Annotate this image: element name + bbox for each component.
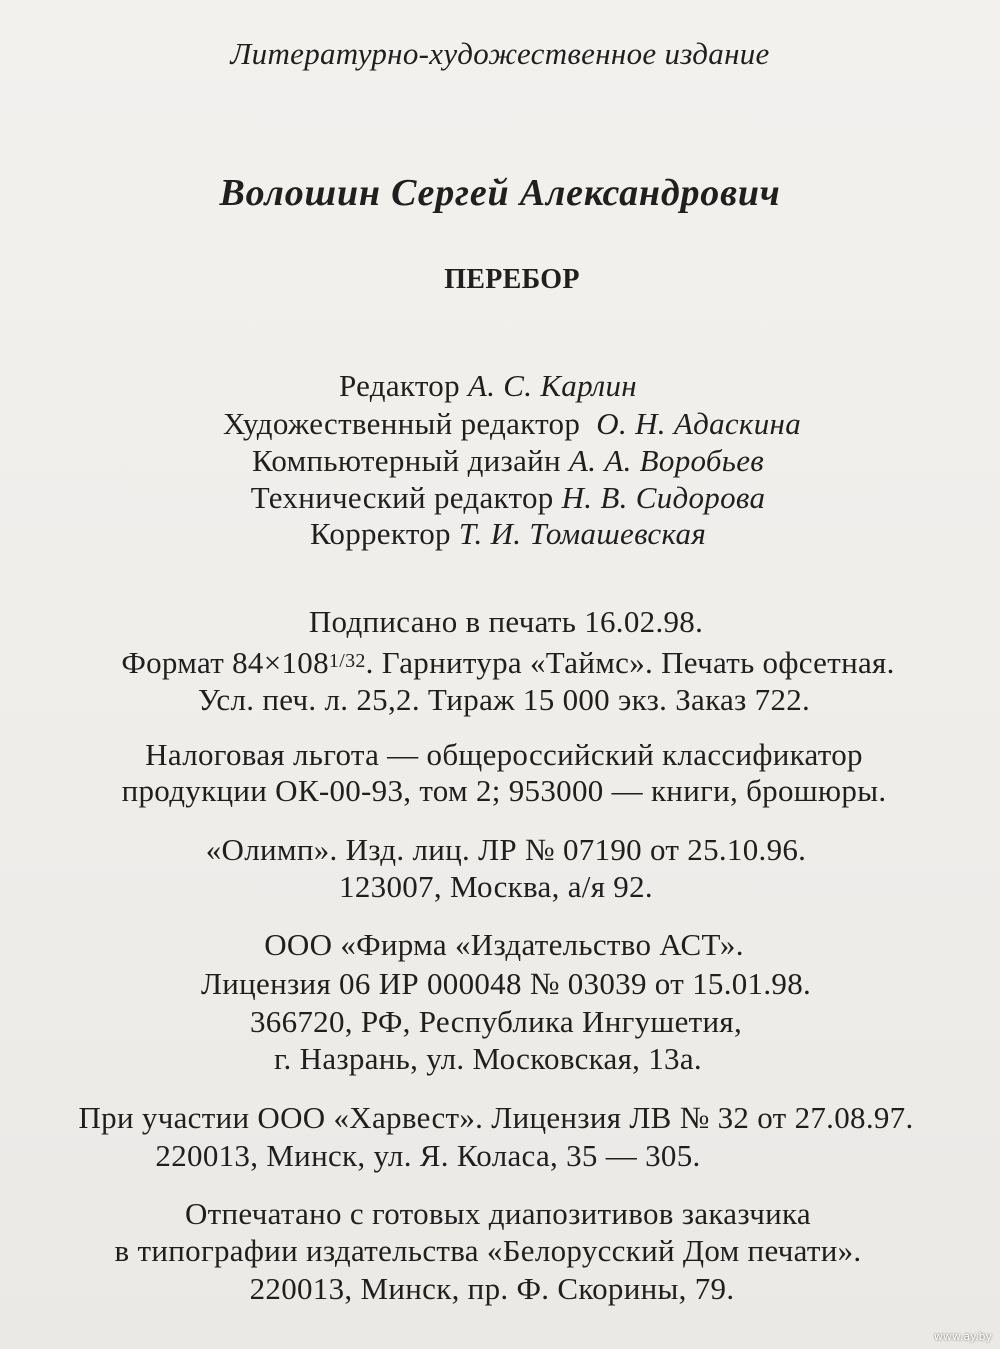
harvest-line-1: При участии ООО «Харвест». Лицензия ЛВ № 32 от 27.08.97. — [78, 1100, 914, 1135]
credit-name: Т. И. Томашевская — [458, 516, 707, 551]
format-suffix: . Гарнитура «Таймс». Печать офсетная. — [365, 645, 895, 680]
credit-role: Художественный редактор — [222, 406, 581, 441]
ast-line-2: Лицензия 06 ИР 000048 № 03039 от 15.01.98. — [200, 966, 812, 1001]
credit-role: Редактор — [339, 368, 460, 403]
credit-tech-editor — [8, 480, 1000, 516]
credit-name: О. Н. Адаскина — [596, 406, 802, 441]
book-title: ПЕРЕБОР — [444, 264, 580, 295]
credit-computer-design — [8, 443, 1000, 479]
edition-type: Литературно-художественное издание — [230, 36, 770, 71]
signed-date: Подписано в печать 16.02.98. — [308, 604, 704, 639]
ast-line-4: г. Назрань, ул. Московская, 13а. — [274, 1041, 702, 1076]
credit-name: А. С. Карлин — [467, 368, 637, 403]
credit-role: Компьютерный дизайн — [251, 443, 561, 478]
printed-line-1: Отпечатано с готовых диапозитивов заказчика — [185, 1196, 811, 1231]
harvest-line-2: 220013, Минск, ул. Я. Коласа, 35 — 305. — [155, 1138, 701, 1173]
printed-line-3: 220013, Минск, пр. Ф. Скорины, 79. — [249, 1271, 735, 1306]
tax-line-1: Налоговая льгота — общероссийский классификатор — [145, 737, 863, 772]
format-fraction: 1/32 — [328, 650, 366, 672]
author-name: Волошин Сергей Александрович — [219, 172, 781, 214]
credit-role: Технический редактор — [250, 480, 554, 515]
credit-role: Корректор — [309, 516, 451, 551]
olimp-line-1: «Олимп». Изд. лиц. ЛР № 07190 от 25.10.96. — [205, 832, 807, 867]
format-prefix: Формат 84×108 — [121, 645, 329, 680]
format-line — [8, 643, 1000, 681]
credit-name: А. А. Воробьев — [569, 443, 765, 478]
ast-line-1: ООО «Фирма «Издательство АСТ». — [264, 927, 744, 962]
credit-name: Н. В. Сидорова — [561, 480, 766, 515]
ast-line-3: 366720, РФ, Республика Ингушетия, — [249, 1004, 743, 1039]
printed-line-2: в типографии издательства «Белорусский Дом печати». — [114, 1233, 862, 1268]
site-watermark: www.ay.by — [933, 1330, 992, 1343]
credit-editor — [0, 368, 988, 404]
tax-line-2: продукции ОК-00-93, том 2; 953000 — книги, брошюры. — [121, 773, 887, 808]
credit-proofreader — [8, 516, 1000, 552]
volume-line: Усл. печ. л. 25,2. Тираж 15 000 экз. Заказ 722. — [197, 682, 811, 717]
credit-art-editor — [12, 406, 1000, 442]
olimp-line-2: 123007, Москва, а/я 92. — [339, 869, 653, 904]
